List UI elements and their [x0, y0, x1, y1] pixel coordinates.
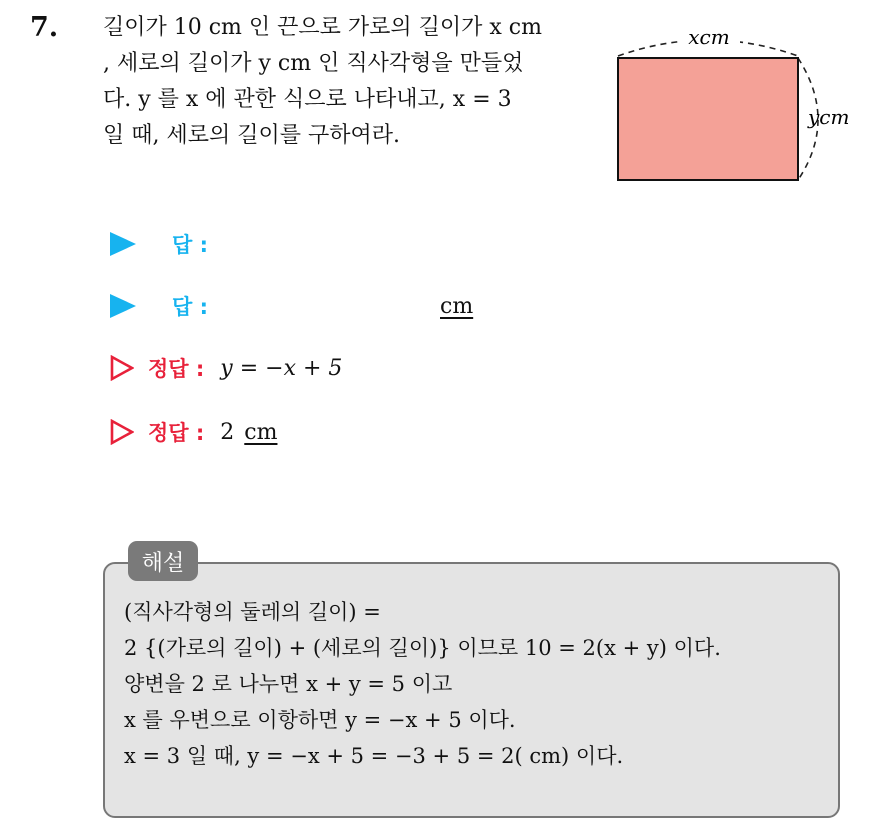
explanation-line: x 를 우변으로 이항하면 y = −x + 5 이다. — [124, 708, 516, 732]
explanation-line: (직사각형의 둘레의 길이) = — [124, 600, 381, 624]
question-line: 다. y 를 x 에 관한 식으로 나타내고, x = 3 — [103, 87, 512, 112]
outline-triangle-icon — [110, 355, 134, 381]
solution-label: 정답 : — [148, 357, 205, 381]
solution-value: 2 — [220, 419, 235, 445]
solution-value: y = −x + 5 — [220, 355, 343, 381]
solution-unit: cm — [244, 419, 278, 445]
rectangle-figure — [610, 20, 884, 190]
question-number: 7. — [30, 12, 59, 43]
play-triangle-icon — [110, 294, 136, 318]
explanation-line: 양변을 2 로 나누면 x + y = 5 이고 — [124, 672, 453, 696]
question-line: , 세로의 길이가 y cm 인 직사각형을 만들었 — [103, 51, 524, 76]
explanation-line: x = 3 일 때, y = −x + 5 = −3 + 5 = 2( cm) 이다. — [124, 744, 624, 768]
question-line: 일 때, 세로의 길이를 구하여라. — [103, 123, 400, 148]
solution-label: 정답 : — [148, 421, 205, 445]
answer-unit: cm — [440, 293, 474, 319]
solution-row — [110, 348, 342, 388]
rectangle-shape — [618, 58, 798, 180]
solution-row — [110, 412, 277, 452]
explanation-line: 2 {(가로의 길이) + (세로의 길이)} 이므로 10 = 2(x + y) 이다. — [124, 636, 721, 660]
question-text — [103, 10, 603, 154]
question-line: 길이가 10 cm 인 끈으로 가로의 길이가 x cm — [103, 15, 542, 40]
width-label: xcm — [688, 25, 730, 49]
outline-triangle-icon — [110, 419, 134, 445]
answer-row — [110, 286, 473, 326]
answer-row — [110, 224, 208, 264]
height-label: ycm — [808, 105, 850, 129]
answer-label: 답 : — [172, 295, 208, 319]
play-triangle-icon — [110, 232, 136, 256]
explanation-text — [124, 594, 721, 774]
answer-label: 답 : — [172, 233, 208, 257]
explanation-tag: 해설 — [128, 541, 198, 581]
